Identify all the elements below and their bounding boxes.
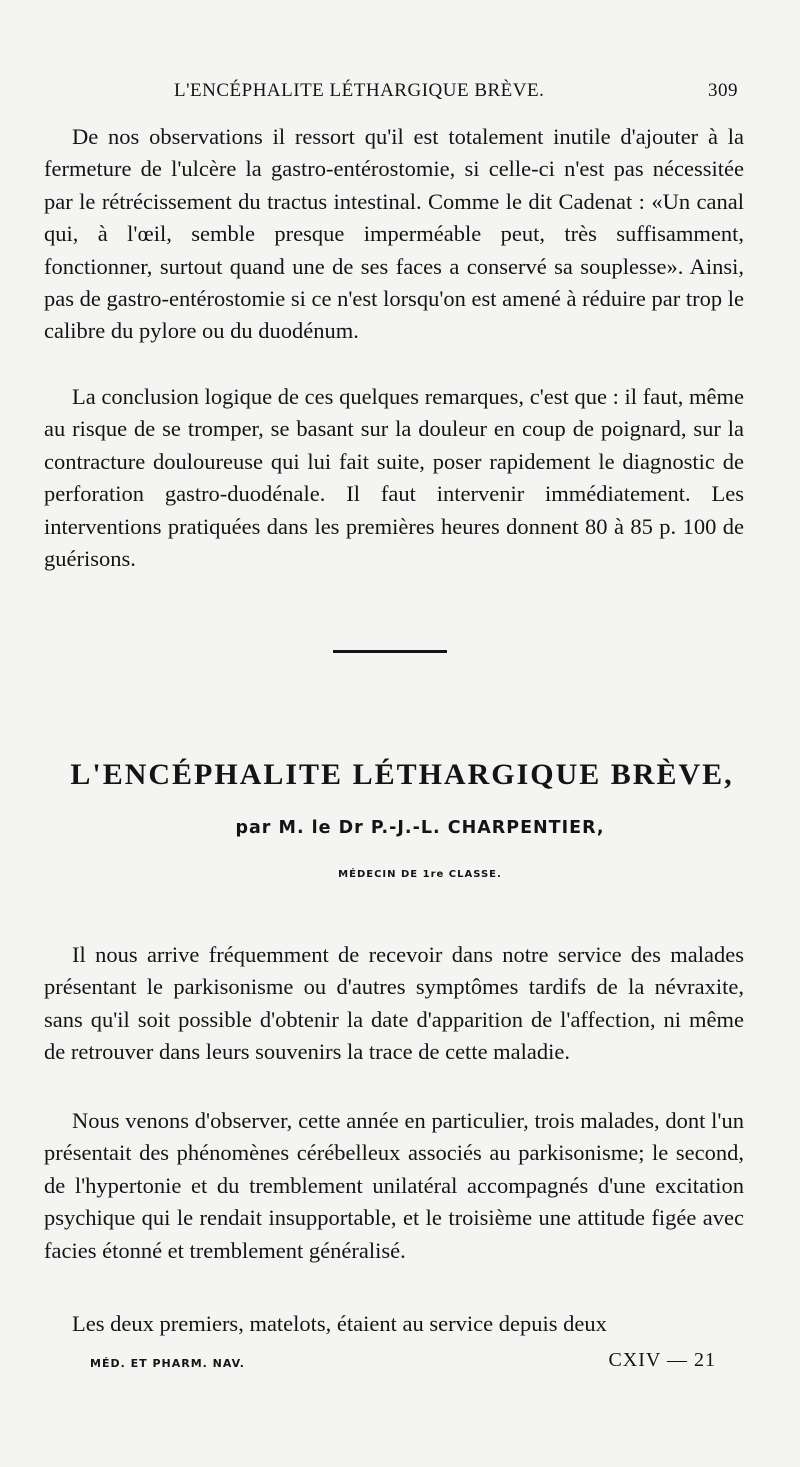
author-affiliation: MÉDECIN DE 1re CLASSE.: [338, 869, 502, 880]
running-header-title: L'ENCÉPHALITE LÉTHARGIQUE BRÈVE.: [174, 80, 545, 101]
body-paragraph: De nos observations il ressort qu'il est totalement inutile d'ajouter à la fermeture de l'ulcère la gastro-entérostomie, si celle-ci n'est pas nécessitée par le rétrécissement du tractus intestinal. Comme le dit Cadenat : «Un canal qui, à l'œil, semble presque imperméable peut, très suffisamment, fonctionner, surtout quand une de ses faces a conservé sa souplesse». Ainsi, pas de gastro-entérostomie si ce n'est lorsqu'on est amené à réduire par trop le calibre du pylore ou du duodénum.: [44, 124, 744, 344]
page-number: 309: [708, 80, 738, 101]
article-title: L'ENCÉPHALITE LÉTHARGIQUE BRÈVE,: [70, 758, 734, 791]
body-paragraph: Les deux premiers, matelots, étaient au service depuis deux: [72, 1311, 607, 1336]
body-paragraph: Il nous arrive fréquemment de recevoir dans notre service des malades présentant le parkisonisme ou d'autres symptômes tardifs de la névraxite, sans qu'il soit possible d'obtenir la date d'apparition de l'affection, ni même de retrouver dans leurs souvenirs la trace de cette maladie.: [44, 942, 744, 1065]
author-byline: par M. le Dr P.-J.-L. CHARPENTIER,: [235, 818, 605, 838]
body-paragraph: La conclusion logique de ces quelques remarques, c'est que : il faut, même au risque de se tromper, se basant sur la douleur en coup de poignard, sur la contracture douloureuse qui lui fait suite, poser rapidement le diagnostic de perforation gastro-duodénale. Il faut intervenir immédiatement. Les interventions pratiquées dans les premières heures donnent 80 à 85 p. 100 de guérisons.: [44, 384, 744, 572]
volume-footer: CXIV — 21: [608, 1349, 716, 1371]
journal-footer: MÉD. ET PHARM. NAV.: [90, 1357, 245, 1370]
section-divider: [333, 650, 447, 653]
body-paragraph: Nous venons d'observer, cette année en particulier, trois malades, dont l'un présentait des phénomènes cérébelleux associés au parkisonisme; le second, de l'hypertonie et du tremblement unilatéral accompagnés d'une excitation psychique qui le rendait insupportable, et le troisième une attitude figée avec facies étonné et tremblement généralisé.: [44, 1108, 744, 1263]
